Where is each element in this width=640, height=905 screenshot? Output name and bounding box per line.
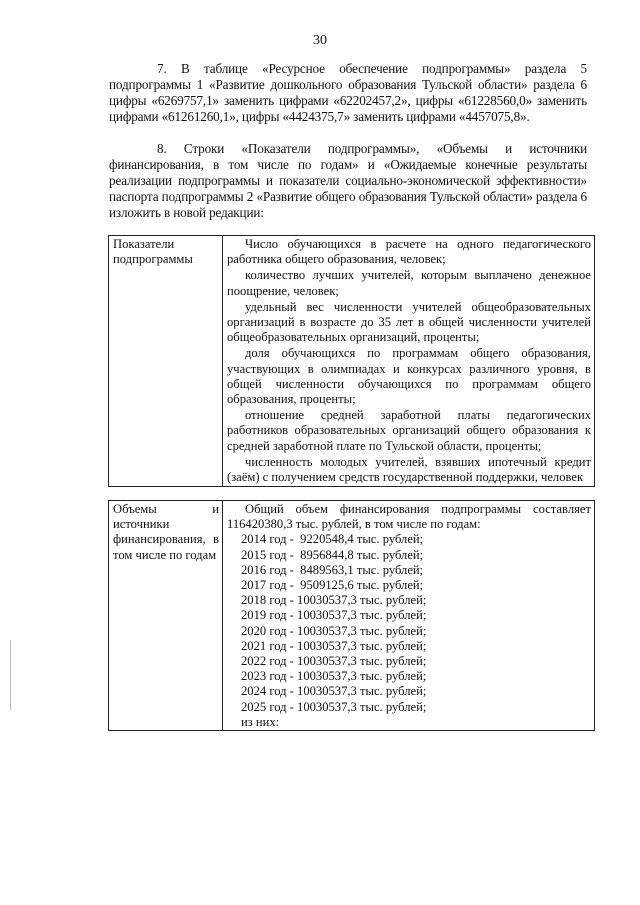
financing-row (109, 501, 595, 731)
indicator-item: доля обучающихся по программам общего образования, участвующих в олимпиадах и конкурсах различного уровня, в общей численности обучающихся по программам общего образования, проценты; (227, 346, 591, 407)
financing-year: 2024 год - (241, 684, 294, 699)
financing-label-cell (109, 501, 223, 731)
financing-year-row (227, 563, 591, 578)
financing-year: 2019 год - (241, 608, 294, 623)
financing-amount: 10030537,3 тыс. рублей; (293, 608, 427, 623)
indicator-item: численность молодых учителей, взявших ипотечный кредит (заём) с получением средств государственной поддержки, человек (227, 454, 591, 485)
financing-year: 2021 год - (241, 638, 294, 653)
financing-year: 2025 год - (241, 699, 294, 714)
financing-amount: 10030537,3 тыс. рублей; (293, 593, 427, 608)
indicator-item: количество лучших учителей, которым выплачено денежное поощрение, человек; (227, 268, 591, 298)
financing-year-row (227, 548, 591, 563)
financing-amount: 9509125,6 тыс. рублей; (293, 578, 424, 593)
financing-year-row (227, 684, 591, 699)
financing-tail: из них: (241, 714, 280, 729)
financing-year: 2014 год - (241, 532, 294, 547)
financing-label: Объемы и источники финансирования, в том числе по годам (113, 502, 219, 562)
financing-table (108, 500, 595, 731)
financing-amount: 10030537,3 тыс. рублей; (293, 623, 427, 638)
financing-amount: 8956844,8 тыс. рублей; (293, 547, 424, 562)
financing-year: 2018 год - (241, 593, 294, 608)
financing-year: 2020 год - (241, 623, 294, 638)
financing-year: 2023 год - (241, 669, 294, 684)
indicators-content-cell (223, 236, 595, 487)
indicator-item: отношение средней заработной платы педагогических работников образовательных организаций общего образования к средней заработной плате по Тульской области, проценты; (227, 408, 591, 453)
indicators-table (108, 235, 595, 487)
financing-year-row (227, 593, 591, 608)
financing-year: 2015 год - (241, 547, 294, 562)
financing-year-row (227, 532, 591, 547)
financing-year-row (227, 624, 591, 639)
indicator-item: удельный вес численности учителей общеобразовательных организаций в возрасте до 35 лет в общей численности учителей общеобразовательных организаций, проценты; (227, 299, 591, 345)
paragraph-8: 8. Строки «Показатели подпрограммы», «Объемы и источники финансирования, в том числе по годам» и «Ожидаемые конечные результаты реализации подпрограммы и показатели социально-экономической эффективности» паспорта подпрограммы 2 «Развитие общего образования Тульской области» раздела 6 изложить в новой редакции: (109, 141, 587, 220)
financing-year: 2017 год - (241, 578, 294, 593)
financing-year: 2016 год - (241, 562, 294, 577)
financing-amount: 10030537,3 тыс. рублей; (293, 684, 427, 699)
financing-years-list (227, 532, 591, 714)
financing-amount: 8489563,1 тыс. рублей; (293, 562, 424, 577)
indicators-label-cell (109, 236, 223, 487)
financing-year-row (227, 654, 591, 669)
financing-year-row (227, 608, 591, 623)
indicators-row (109, 236, 595, 487)
paragraph-7: 7. В таблице «Ресурсное обеспечение подпрограммы» раздела 5 подпрограммы 1 «Развитие дошкольного образования Тульской области» раздела 6 цифры «6269757,1» заменить цифрами «62202457,2», цифры «61228560,0» заменить цифрами «61261260,1», цифры «4424375,7» заменить цифрами «4457075,8». (109, 61, 587, 124)
financing-year: 2022 год - (241, 654, 294, 669)
page-number: 30 (313, 33, 327, 48)
financing-year-row (227, 639, 591, 654)
scan-margin-line (10, 640, 11, 710)
financing-year-row (227, 578, 591, 593)
financing-lead: Общий объем финансирования подпрограммы составляет 116420380,3 тыс. рублей, в том числе по годам: (227, 502, 591, 532)
financing-year-row (227, 700, 591, 715)
financing-amount: 10030537,3 тыс. рублей; (293, 669, 427, 684)
financing-amount: 10030537,3 тыс. рублей; (293, 638, 427, 653)
financing-amount: 10030537,3 тыс. рублей; (293, 654, 427, 669)
financing-content-cell (223, 501, 595, 731)
indicators-label: Показатели подпрограммы (113, 237, 193, 267)
financing-amount: 10030537,3 тыс. рублей; (293, 699, 427, 714)
financing-amount: 9220548,4 тыс. рублей; (293, 532, 424, 547)
indicator-item: Число обучающихся в расчете на одного педагогического работника общего образования, человек; (227, 237, 591, 267)
financing-year-row (227, 669, 591, 684)
